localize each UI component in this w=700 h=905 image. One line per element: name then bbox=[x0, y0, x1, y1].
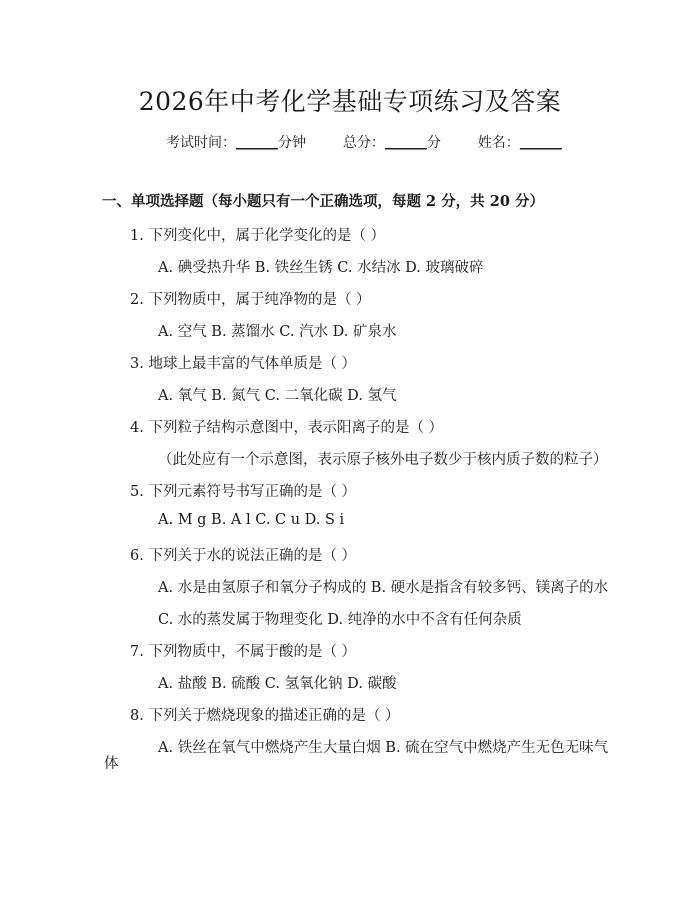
options-continuation: 体 bbox=[104, 756, 119, 772]
options-line: A. 铁丝在氧气中燃烧产生大量白烟 B. 硫在空气中燃烧产生无色无味气 bbox=[158, 740, 609, 756]
options-line: A. 盐酸 B. 硫酸 C. 氢氧化钠 D. 碳酸 bbox=[158, 676, 397, 692]
time-unit: 分钟 bbox=[278, 135, 306, 151]
options-line: C. 水的蒸发属于物理变化 D. 纯净的水中不含有任何杂质 bbox=[158, 612, 522, 628]
score-unit: 分 bbox=[426, 135, 441, 151]
page-title: 2026年中考化学基础专项练习及答案 bbox=[138, 87, 562, 116]
options-line: A. M g B. A l C. C u D. S i bbox=[158, 512, 345, 528]
question-line: 4. 下列粒子结构示意图中，表示阳离子的是（ ） bbox=[130, 420, 444, 436]
question-line: 1. 下列变化中，属于化学变化的是（ ） bbox=[130, 228, 386, 244]
figure-note-line: （此处应有一个示意图，表示原子核外电子数少于核内质子数的粒子） bbox=[158, 452, 608, 468]
options-line: A. 碘受热升华 B. 铁丝生锈 C. 水结冰 D. 玻璃破碎 bbox=[158, 260, 484, 276]
score-blank: ______ bbox=[384, 135, 427, 151]
section-heading: 一、单项选择题（每小题只有一个正确选项，每题 2 分，共 20 分） bbox=[102, 193, 544, 210]
options-line: A. 氧气 B. 氮气 C. 二氧化碳 D. 氢气 bbox=[158, 388, 397, 404]
options-line: A. 水是由氢原子和氧分子构成的 B. 硬水是指含有较多钙、镁离子的水 bbox=[158, 580, 609, 596]
question-line: 3. 地球上最丰富的气体单质是（ ） bbox=[130, 356, 357, 372]
time-label: 考试时间： bbox=[166, 135, 236, 151]
time-blank: ______ bbox=[236, 135, 278, 151]
score-label: 总分： bbox=[342, 135, 385, 151]
question-line: 2. 下列物质中，属于纯净物的是（ ） bbox=[130, 292, 371, 308]
name-blank: ______ bbox=[519, 135, 562, 151]
options-line: A. 空气 B. 蒸馏水 C. 汽水 D. 矿泉水 bbox=[158, 324, 397, 340]
question-line: 8. 下列关于燃烧现象的描述正确的是（ ） bbox=[130, 708, 400, 724]
exam-info bbox=[166, 132, 562, 152]
name-label: 姓名： bbox=[477, 135, 520, 151]
question-line: 7. 下列物质中，不属于酸的是（ ） bbox=[130, 644, 357, 660]
question-line: 6. 下列关于水的说法正确的是（ ） bbox=[130, 548, 357, 564]
question-line: 5. 下列元素符号书写正确的是（ ） bbox=[130, 484, 357, 500]
